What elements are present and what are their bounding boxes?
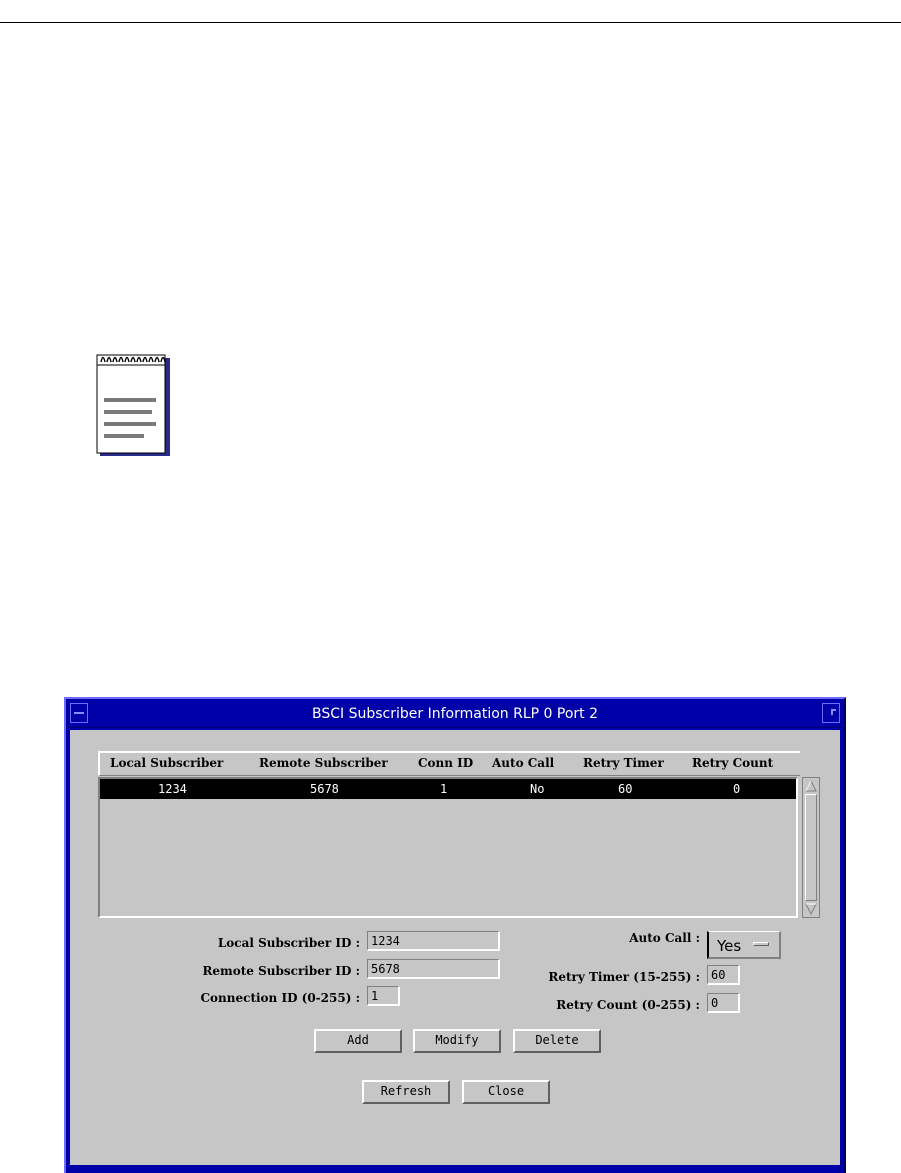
page-header-rule — [0, 22, 901, 23]
cell-retry-timer: 60 — [618, 782, 633, 796]
close-button[interactable]: Close — [462, 1080, 550, 1104]
add-button[interactable]: Add — [314, 1029, 402, 1053]
auto-call-value: Yes — [717, 937, 742, 955]
column-header-local-subscriber: Local Subscriber — [110, 756, 224, 770]
connection-id-field[interactable] — [367, 986, 400, 1006]
cell-auto-call: No — [530, 782, 545, 796]
notepad-icon — [96, 352, 170, 456]
remote-subscriber-id-label: Remote Subscriber ID : — [202, 964, 360, 978]
local-subscriber-id-field[interactable] — [367, 931, 500, 951]
bsci-subscriber-window — [64, 697, 846, 1173]
window-resize-icon[interactable] — [822, 703, 840, 723]
retry-count-label: Retry Count (0-255) : — [556, 998, 700, 1012]
cell-remote-subscriber: 5678 — [310, 782, 339, 796]
scrollbar-track[interactable] — [805, 794, 817, 901]
local-subscriber-id-label: Local Subscriber ID : — [217, 936, 360, 950]
option-menu-indicator-icon — [753, 942, 769, 946]
auto-call-label: Auto Call : — [629, 931, 700, 945]
cell-local-subscriber: 1234 — [158, 782, 187, 796]
column-header-conn-id: Conn ID — [418, 756, 474, 770]
connection-id-label: Connection ID (0-255) : — [200, 991, 360, 1005]
window-title: BSCI Subscriber Information RLP 0 Port 2 — [312, 706, 598, 722]
column-header-remote-subscriber: Remote Subscriber — [259, 756, 388, 770]
retry-timer-label: Retry Timer (15-255) : — [548, 970, 700, 984]
cell-conn-id: 1 — [440, 782, 448, 796]
retry-count-field[interactable] — [707, 993, 740, 1013]
table-header — [98, 751, 800, 776]
modify-button[interactable]: Modify — [413, 1029, 501, 1053]
window-titlebar[interactable] — [68, 701, 842, 728]
column-header-retry-count: Retry Count — [692, 756, 774, 770]
arrow-up-icon[interactable] — [805, 780, 817, 792]
column-header-retry-timer: Retry Timer — [583, 756, 664, 770]
retry-timer-field[interactable] — [707, 965, 740, 985]
cell-retry-count: 0 — [733, 782, 741, 796]
delete-button[interactable]: Delete — [513, 1029, 601, 1053]
window-client-area — [70, 730, 840, 1165]
column-header-auto-call: Auto Call — [492, 756, 555, 770]
arrow-down-icon[interactable] — [805, 903, 817, 915]
refresh-button[interactable]: Refresh — [362, 1080, 450, 1104]
auto-call-option-menu[interactable] — [707, 931, 781, 959]
list-scrollbar[interactable] — [802, 777, 820, 918]
table-row[interactable] — [100, 779, 796, 799]
subscriber-list[interactable] — [98, 777, 798, 918]
